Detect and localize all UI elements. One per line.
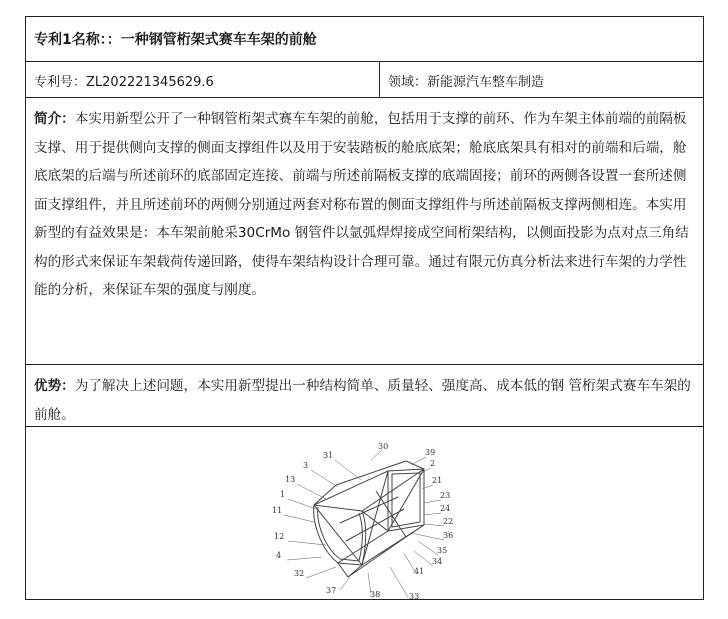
- patent-figure-row: [26, 426, 703, 601]
- advantage-text: 为了解决上述问题，本实用新型提出一种结构简单、质量轻、强度高、成本低的钢 管桁架式赛车车架的前舱。: [34, 378, 691, 423]
- figure-callout-41: 41: [414, 567, 425, 576]
- figure-callout-22: 22: [443, 517, 454, 526]
- patent-advantage-row: [26, 364, 703, 426]
- patent-title-row: [26, 17, 703, 61]
- figure-callout-36: 36: [443, 531, 454, 540]
- patent-summary-row: [26, 97, 703, 364]
- patent-field-value: 新能源汽车整车制造: [427, 75, 545, 90]
- patent-number-label: 专利号：: [34, 75, 87, 90]
- summary-text: 本实用新型公开了一种钢管桁架式赛车车架的前舱，包括用于支撑的前环、作为车架主体前端的前隔板支撑、用于提供侧向支撑的侧面支撑组件以及用于安装踏板的舱底底架；舱底底架具有相对的前端和后端，舱底底架的后端与所述前环的底部固定连接、前端与所述前隔板支撑的底端固接；前环的两侧各设置一套所述侧面支撑组件，并且所述前环的两侧分别通过两套对称布置的侧面支撑组件与所述前隔板支撑两侧相连。本实用新型的有益效果是：本车架前舱采30CrMo 钢管件以氩弧焊焊接成空间桁架结构，以侧面投影为点对点三角结构的形式来保证车架载荷传递回路，使得车架结构设计合理可靠。通过有限元仿真分析法来进行车架的力学性能的分析，来保证车架的强度与刚度。: [34, 111, 689, 298]
- figure-callout-39: 39: [425, 448, 436, 457]
- patent-title-label: 专利1名称：: [34, 32, 107, 48]
- figure-callout-23: 23: [440, 491, 451, 500]
- patent-field-label: 领域：: [388, 75, 428, 90]
- patent-card: [25, 16, 704, 600]
- figure-callout-3: 3: [303, 461, 309, 470]
- figure-callout-32: 32: [294, 569, 305, 578]
- figure-callout-24: 24: [440, 504, 451, 513]
- figure-callout-2: 2: [430, 459, 436, 468]
- callout-layer: [272, 442, 453, 601]
- figure-callout-38: 38: [370, 590, 381, 599]
- patent-field-cell: [380, 62, 703, 97]
- figure-callout-4: 4: [276, 551, 282, 560]
- figure-callout-11: 11: [272, 506, 283, 515]
- advantage-label: 优势：: [34, 378, 75, 394]
- figure-callout-37: 37: [326, 586, 337, 595]
- figure-callout-33: 33: [409, 592, 420, 601]
- patent-title-value: ：一种钢管桁架式赛车车架的前舱: [106, 32, 317, 48]
- patent-number-value: ZL202221345629.6: [86, 75, 214, 90]
- figure-callout-30: 30: [378, 442, 389, 451]
- figure-callout-21: 21: [432, 476, 443, 485]
- frame-structure-lines: [314, 461, 424, 577]
- figure-callout-35: 35: [437, 546, 448, 555]
- summary-label: 简介：: [34, 111, 75, 127]
- figure-callout-12: 12: [274, 532, 285, 541]
- figure-callout-34: 34: [432, 557, 443, 566]
- frame-drawing: [26, 427, 703, 601]
- figure-callout-1: 1: [280, 490, 286, 499]
- figure-callout-13: 13: [285, 475, 296, 484]
- patent-meta-row: [26, 61, 703, 97]
- patent-number-cell: [26, 62, 380, 97]
- figure-callout-31: 31: [323, 451, 334, 460]
